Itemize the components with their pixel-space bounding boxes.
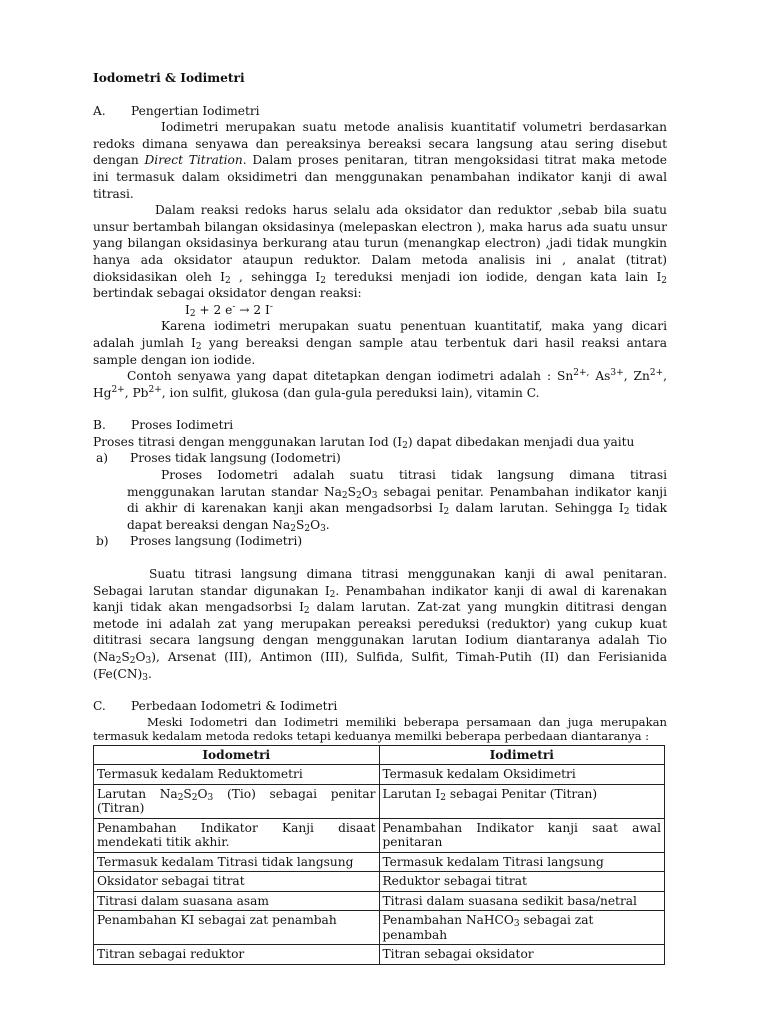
text-run: . bbox=[148, 666, 152, 681]
superscript: 2+ bbox=[148, 384, 162, 395]
text-run: O bbox=[197, 786, 208, 801]
text-run: ), Arsenat (III), Antimon (III), Sulfida, Sulfit, Timah-Putih (II) dan Ferisianida (Fe(CN) bbox=[93, 650, 667, 681]
text-run: S bbox=[295, 517, 305, 532]
text-run: tidak dapat bereaksi dengan Na bbox=[127, 501, 667, 532]
text-run: S bbox=[121, 650, 130, 664]
subscript: 3 bbox=[207, 792, 214, 803]
table-row bbox=[94, 818, 665, 852]
superscript: 2+ bbox=[111, 384, 125, 395]
section-c-heading bbox=[93, 698, 667, 715]
text-run: Suatu titrasi langsung dimana titrasi menggunakan kanji di awal penitaran. Sebagai larutan standar digunakan I bbox=[93, 567, 667, 598]
text-run: As bbox=[589, 369, 611, 384]
superscript: - bbox=[269, 301, 273, 312]
text-run: sebagai zat penambah bbox=[382, 913, 594, 942]
document-body bbox=[93, 68, 667, 965]
section-b-title: Proses Iodimetri bbox=[131, 418, 234, 433]
text-run: dalam larutan. Sehingga I bbox=[449, 501, 624, 516]
text-run: . bbox=[325, 517, 330, 532]
subscript: 3 bbox=[320, 523, 326, 534]
text-run: , Hg bbox=[93, 369, 667, 400]
section-a-paragraph-1 bbox=[93, 119, 667, 202]
comparison-table bbox=[93, 745, 665, 965]
text-run: → 2 I bbox=[235, 302, 270, 317]
table-cell: Penambahan Indikator Kanji disaat mendekati titik akhir. bbox=[94, 818, 380, 852]
table-cell bbox=[379, 784, 665, 818]
reaction-equation bbox=[185, 302, 667, 319]
section-a-number: A. bbox=[93, 103, 106, 118]
text-run: dalam larutan. Zat-zat yang mungkin dititrasi dengan metode ini adalah zat yang merupakan pereaksi pereduksi (reduktor) yang cukup kuat dititrasi secara langsung dengan menggunakan larutan Iodium diantaranya adalah Tio (Na bbox=[93, 600, 667, 664]
list-item-title: Proses langsung (Iodimetri) bbox=[130, 534, 303, 549]
subscript: 2 bbox=[440, 792, 446, 803]
spacer bbox=[93, 550, 667, 566]
subscript: 2 bbox=[356, 490, 362, 501]
text-run: sebagai Penitar (Titran) bbox=[445, 786, 598, 801]
table-cell: Penambahan KI sebagai zat penambah bbox=[94, 911, 380, 945]
subscript: 2 bbox=[304, 523, 311, 534]
text-run: tereduksi menjadi ion iodide, dengan kata lain I bbox=[325, 269, 662, 284]
text-run: sebagai penitar. Penambahan indikator kanji di akhir di karenakan kanji akan mengadsorbsi I bbox=[127, 484, 667, 516]
subscript: 2 bbox=[115, 656, 122, 666]
section-a-paragraph-3 bbox=[93, 318, 667, 368]
text-run: Karena iodimetri merupakan suatu penentuan kuantitatif, maka yang dicari adalah jumlah I bbox=[93, 319, 667, 350]
section-c-intro: Meski Iodometri dan Iodimetri memiliki beberapa persamaan dan juga merupakan termasuk kedalam metoda redoks tetapi keduanya memilki beberapa perbedaan diantaranya : bbox=[93, 714, 667, 743]
section-c-number: C. bbox=[93, 699, 106, 714]
subscript: 2 bbox=[443, 507, 450, 518]
text-run: , Pb bbox=[124, 385, 149, 400]
section-b-heading bbox=[93, 417, 667, 434]
text-run: S bbox=[183, 786, 192, 801]
list-item-a bbox=[93, 450, 667, 467]
table-cell: Penambahan Indikator kanji saat awal penitaran bbox=[379, 818, 665, 852]
section-b-number: B. bbox=[93, 418, 106, 433]
subscript: 2 bbox=[402, 440, 408, 451]
subscript: 3 bbox=[371, 490, 378, 501]
subscript: 3 bbox=[145, 656, 152, 666]
text-run: O bbox=[310, 517, 321, 532]
table-cell: Reduktor sebagai titrat bbox=[379, 872, 665, 892]
table-cell: Oksidator sebagai titrat bbox=[94, 872, 380, 892]
table-header-row bbox=[94, 745, 665, 765]
text-run: Larutan I bbox=[382, 786, 441, 801]
subscript: 2 bbox=[191, 792, 198, 803]
section-a-paragraph-4 bbox=[93, 368, 667, 401]
text-run: Penambahan NaHCO bbox=[382, 913, 514, 928]
list-item-title: Proses tidak langsung (Iodometri) bbox=[130, 451, 341, 466]
table-row bbox=[94, 852, 665, 872]
text-run: Proses titrasi dengan menggunakan larutan Iod (I bbox=[93, 434, 403, 449]
table-cell: Termasuk kedalam Reduktometri bbox=[94, 765, 380, 785]
section-c-title: Perbedaan Iodometri & Iodimetri bbox=[131, 699, 338, 714]
table-row bbox=[94, 765, 665, 785]
superscript: - bbox=[232, 301, 236, 312]
subscript: 2 bbox=[129, 656, 136, 666]
table-cell: Termasuk kedalam Titrasi tidak langsung bbox=[94, 852, 380, 872]
table-row bbox=[94, 891, 665, 911]
table-cell: Titrasi dalam suasana sedikit basa/netral bbox=[379, 891, 665, 911]
table-cell: Termasuk kedalam Oksidimetri bbox=[379, 765, 665, 785]
text-run: (Tio) sebagai penitar (Titran) bbox=[97, 786, 376, 816]
text-run: Contoh senyawa yang dapat ditetapkan dengan iodimetri adalah : Sn bbox=[127, 369, 574, 384]
subscript: 3 bbox=[513, 919, 520, 930]
table-cell bbox=[379, 911, 665, 945]
text-run: I bbox=[185, 302, 190, 317]
section-a-title: Pengertian Iodimetri bbox=[131, 103, 260, 118]
subscript: 2 bbox=[623, 507, 630, 518]
table-row bbox=[94, 784, 665, 818]
subscript: 2 bbox=[320, 275, 326, 286]
table-row bbox=[94, 872, 665, 892]
section-a-paragraph-2 bbox=[93, 202, 667, 302]
subscript: 2 bbox=[303, 606, 310, 617]
subscript: 2 bbox=[177, 792, 184, 803]
text-run: Proses Iodometri adalah suatu titrasi tidak langsung dimana titrasi menggunakan larutan standar Na bbox=[127, 468, 667, 499]
table-header-iodimetri: Iodimetri bbox=[379, 745, 665, 765]
list-item-b bbox=[93, 533, 667, 550]
text-run: . Penambahan indikator kanji di awal di karenakan kanji tidak akan mengadsorbsi I bbox=[93, 583, 667, 615]
text-run: O bbox=[361, 484, 372, 499]
text-run: Larutan Na bbox=[97, 786, 178, 801]
table-cell bbox=[94, 784, 380, 818]
text-run: bertindak sebagai oksidator dengan reaksi: bbox=[93, 286, 362, 301]
subscript: 2 bbox=[290, 523, 296, 534]
list-item-a-paragraph bbox=[127, 467, 667, 533]
list-label: b) bbox=[96, 534, 109, 549]
page-title: Iodometri & Iodimetri bbox=[93, 71, 245, 85]
subscript: 2 bbox=[225, 275, 231, 286]
list-item-b-paragraph bbox=[93, 566, 667, 682]
list-label: a) bbox=[96, 451, 109, 466]
subscript: 2 bbox=[329, 589, 336, 600]
table-cell: Titran sebagai reduktor bbox=[94, 945, 380, 965]
superscript: 2+, bbox=[573, 368, 590, 379]
section-a-heading bbox=[93, 103, 667, 120]
text-run: Iodimetri merupakan suatu metode analisis kuantitatif volumetri berdasarkan redoks dimana senyawa dan pereaksinya bereaksi secara langsung atau sering disebut dengan bbox=[93, 120, 667, 168]
text-run: , sehingga I bbox=[230, 269, 321, 284]
text-run: ) dapat dibedakan menjadi dua yaitu bbox=[407, 434, 635, 449]
section-b-intro bbox=[93, 434, 667, 451]
table-cell: Titrasi dalam suasana asam bbox=[94, 891, 380, 911]
text-run: yang bereaksi dengan sample atau terbentuk dari hasil reaksi antara sample dengan ion iodide. bbox=[93, 335, 667, 367]
table-row bbox=[94, 911, 665, 945]
text-run: , ion sulfit, glukosa (dan gula-gula pereduksi lain), vitamin C. bbox=[161, 385, 540, 400]
text-run: . Dalam proses penitaran, titran mengoksidasi titrat maka metode ini termasuk dalam oksidimetri dan menggunakan penambahan indikator kanji di awal titrasi. bbox=[93, 153, 667, 201]
table-cell: Termasuk kedalam Titrasi langsung bbox=[379, 852, 665, 872]
text-run: S bbox=[347, 484, 357, 499]
superscript: 2+ bbox=[649, 368, 664, 379]
superscript: 3+ bbox=[610, 368, 624, 379]
table-cell: Titran sebagai oksidator bbox=[379, 945, 665, 965]
table-row bbox=[94, 945, 665, 965]
text-run: O bbox=[135, 650, 146, 664]
subscript: 2 bbox=[661, 275, 668, 286]
text-run: Dalam reaksi redoks harus selalu ada oksidator dan reduktor ,sebab bila suatu unsur bertambah bilangan oksidasinya (melepaskan electron ), maka harus ada suatu unsur yang bilangan oksidasinya berkurang atau turun (menangkap electron) ,jadi tidak mungkin hanya ada oksidator ataupun reduktor. Dalam metoda analisis ini , analat (titrat) dioksidasikan oleh I bbox=[93, 203, 667, 284]
italic-term: Direct Titration bbox=[144, 153, 243, 168]
subscript: 2 bbox=[341, 490, 348, 501]
subscript: 2 bbox=[189, 308, 196, 319]
subscript: 2 bbox=[195, 341, 202, 352]
text-run: , Zn bbox=[623, 369, 650, 384]
table-header-iodometri: Iodometri bbox=[94, 745, 380, 765]
text-run: + 2 e bbox=[195, 302, 233, 317]
subscript: 3 bbox=[142, 672, 148, 683]
